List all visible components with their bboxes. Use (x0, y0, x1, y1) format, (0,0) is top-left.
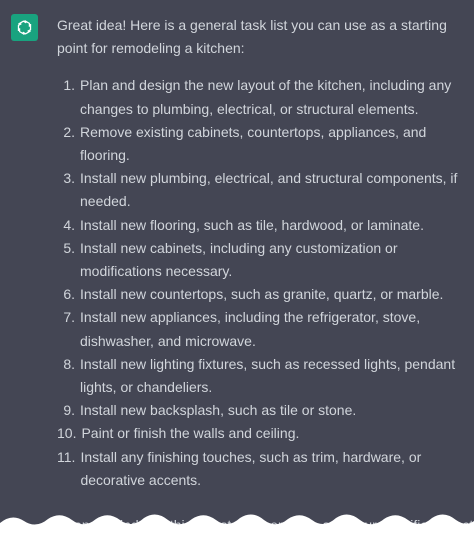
list-item-text: Install new appliances, including the refrigerator, stove, dishwasher, and microwave. (80, 309, 421, 349)
list-item (57, 446, 462, 492)
list-item (57, 422, 462, 445)
list-item-text: Install new lighting fixtures, such as recessed lights, pendant lights, or chandeliers. (80, 355, 456, 396)
list-item (57, 167, 462, 213)
list-item-text: Remove existing cabinets, countertops, appliances, and flooring. (80, 123, 427, 164)
list-item-text: Install new backsplash, such as tile or stone. (80, 402, 357, 419)
message-content (57, 14, 462, 537)
task-list (57, 74, 462, 492)
list-item-text: Install new cabinets, including any customization or modifications necessary. (80, 239, 398, 280)
list-item-number: 1. (63, 77, 75, 94)
list-item (57, 214, 462, 237)
list-item-text: Install any finishing touches, such as trim, hardware, or decorative accents. (80, 448, 422, 488)
list-item (57, 306, 462, 352)
list-item (57, 74, 462, 120)
list-item-number: 2. (63, 123, 75, 140)
list-item-number: 4. (63, 216, 75, 233)
openai-logo-icon (15, 18, 34, 37)
list-item-number: 11. (57, 448, 76, 465)
list-item-text: Install new countertops, such as granite, quartz, or marble. (80, 286, 444, 303)
list-item-text: Install new plumbing, electrical, and structural components, if needed. (80, 170, 458, 210)
list-item (57, 353, 462, 399)
list-item-number: 3. (63, 170, 75, 187)
torn-edge (0, 505, 474, 558)
list-item (57, 283, 462, 306)
list-item-number: 7. (63, 309, 75, 326)
list-item-text: Plan and design the new layout of the kitchen, including any changes to plumbing, electrical, or structural elements. (80, 77, 452, 117)
list-item-number: 6. (63, 286, 75, 303)
list-item-text: Paint or finish the walls and ceiling. (81, 425, 300, 442)
list-item (57, 121, 462, 167)
list-item-text: Install new flooring, such as tile, hardwood, or laminate. (80, 216, 424, 233)
list-item (57, 237, 462, 283)
list-item-number: 9. (63, 402, 75, 419)
message-intro: Great idea! Here is a general task list you can use as a starting point for remodeling a kitchen: (57, 17, 447, 57)
assistant-avatar (11, 14, 38, 41)
list-item (57, 399, 462, 422)
list-item-number: 5. (63, 239, 75, 256)
list-item-number: 10. (57, 425, 77, 442)
list-item-number: 8. (63, 355, 75, 372)
